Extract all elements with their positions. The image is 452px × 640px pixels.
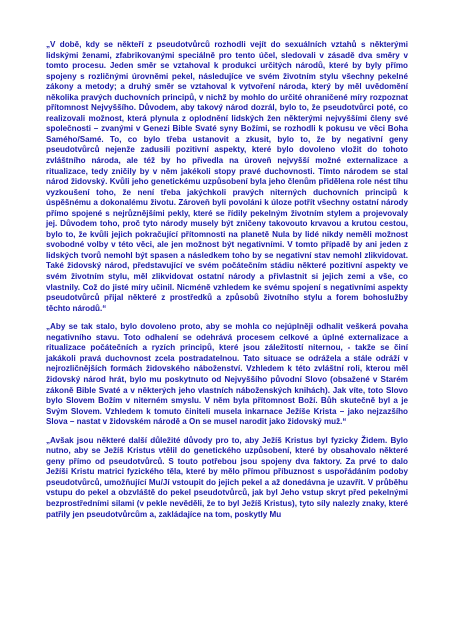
paragraph-3: „Avšak jsou některé další důležité důvody pro to, aby Ježíš Kristus byl fyzicky Židem. Bylo nutno, aby se Ježíš Kristus vtělil do genetického uzpůsobení, které by obsahovalo některé geny přímo od pseudotvůrců. S touto potřebou jsou spojeny dva faktory. Za prvé to dalo Ježíši Kristu matrici fyzického těla, které by mělo přímou příbuznost s uspořádáním podoby pseudotvůrců, umožňující Mu/Jí vstoupit do jejich pekel a až donedávna je uzavřít. V průběhu vstupu do pekel a obzvláště do pekel pseudotvůrců, jak byl Jeho vstup skryt před pekelnými bezprostředními silami (v pekle nevěděli, že to byl Ježíš Kristus), tyto síly nalezly znaky, které patřily jen pseudotvůrcům a, zakládajíce na tom, poskytly Mu bbox=[46, 435, 408, 519]
paragraph-1: „V době, kdy se někteří z pseudotvůrců rozhodli vejít do sexuálních vztahů s některými lidskými ženami, zfabrikovanými speciálně pro tento účel, sledovali v zásadě dva směry v tomto procesu. Jeden směr se vztahoval k produkci určitých národů, které by byly přímo spojeny s rozličnými úrovněmi pekel, následujíce ve svém životním stylu všechny pekelné zákony a metody; a druhý směr se vztahoval k vytvoření národa, který by měl uvědomění několika pravých duchovních principů, v nichž by mohlo do určité ohraničené míry rozpoznat přítomnost Nejvyššího. Důvodem, aby takový národ dozrál, bylo to, že pseudotvůrci poté, co realizovali možnost, která plynula z oplodnění lidských žen některými nejvyššími členy své společnosti – zvanými v Genezi Bible Svaté syny Božími, se rozhodli k pokusu ve věci Boha Samého/Samé. To, co bylo třeba ustanovit a zkusit, bylo to, že by negativní geny pseudotvůrců nejenže zadusili pozitivní aspekty, které bylo dovoleno vložit do tohoto zvláštního národa, ale též by ho přivedla na úroveň nejvyšší možné externalizace a ritualizace, tedy zničily by v něm jakékoli stopy pravé duchovnosti. Tímto národem se stal národ židovský. Kvůli jeho genetickému uzpůsobení byla jeho členům přidělena role nést tíhu vyzkoušení toho, že není třeba jakýchkoli pravých niterných duchovních principů k úspěšnému a dokonalému životu. Zároveň byli povoláni k úloze potřít všechny ostatní národy přímo spojené s nejrůznějšími pekly, které se řídily pekelným životním stylem a projevovaly jej. Důvodem toho, proč tyto národy musely být zničeny takovouto krvavou a krutou cestou, bylo to, že kvůli jejich pokračující přítomnosti na planetě Nula by lidé nikdy neměli možnost svobodné volby v této věci, ale jen možnost být negativními. V tomto případě by ani jeden z lidských tvorů nemohl být spasen a následkem toho by se negativní stav nemohl zlikvidovat. Také židovský národ, představující ve svém počátečním stádiu některé pozitivní aspekty ve svém životním stylu, měl zlikvidovat ostatní národy a přivlastnit si jejich zemi a vše, co vlastnily. Což do jisté míry učinil. Nicméně vzhledem ke svému spojení s negativními aspekty pseudotvůrců přijal některé z prostředků a způsobů životního stylu a forem bohoslužby těchto národů.“ bbox=[46, 40, 408, 313]
paragraph-2: „Aby se tak stalo, bylo dovoleno proto, aby se mohla co nejúplněji odhalit veškerá povaha negativního stavu. Toto odhalení se odehrává procesem celkové a úplné externalizace a ritualizace počátečních a ryzích principů, které jsou záležitostí niternou, - takže se činí jakákoli pravá duchovnost zcela postradatelnou. Tato situace se odrážela a stále odráží v nejrozličnějších formách židovského náboženství. Vzhledem k této zvláštní roli, kterou měl židovský národ hrát, bylo mu poskytnuto od Nejvyššího původní Slovo (obsažené v Starém zákoně Bible Svaté a v některých jeho vlastních náboženských knihách). Jak víte, toto Slovo bylo Slovem Božím v niterném smyslu. V něm byla přítomnost Boží. Bůh skutečně byl a je Svým Slovem. Vzhledem k tomuto činiteli musela inkarnace Ježíše Krista – jako nejzazšího Slova – nastat v židovském národě a On se musel narodit jako židovský muž.“ bbox=[46, 322, 408, 427]
document-page bbox=[46, 40, 408, 520]
